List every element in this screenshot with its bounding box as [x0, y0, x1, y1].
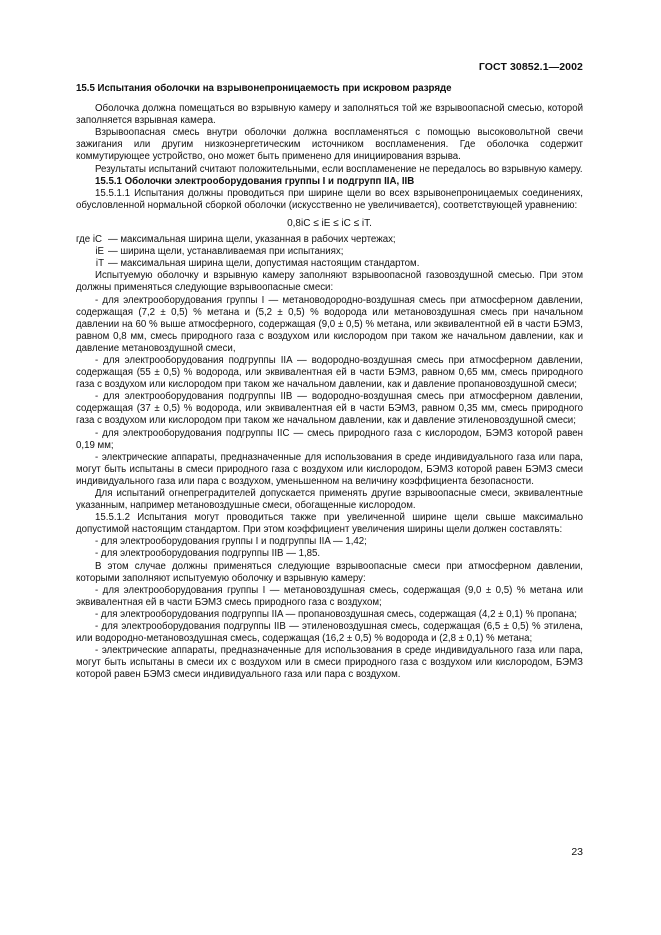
- body-paragraph: - для электрооборудования группы I — метановодородно-воздушная смесь при атмосферном давлении, содержащая (7,2 ± 0,5) % метана и (5,2 ± 0,5) % водорода или метановоздушная смесь при начальном давлении на 60 % выше атмосферного, содержащая (9,0 ± 0,5) % метана, или эквивалентной ей в части БЭМЗ, равном 0,8 мм, смесь природного газа с воздухом или кислородом при таком же начальном давлении, как и давление метановоздушной смеси,: [76, 294, 583, 354]
- body-paragraph: - для электрооборудования группы I и подгруппы IIA — 1,42;: [95, 536, 367, 548]
- body-paragraph: - для электрооборудования подгруппы IIA — пропановоздушная смесь, содержащая (4,2 ± 0,1) % пропана;: [95, 608, 577, 620]
- standard-designation: ГОСТ 30852.1—2002: [478, 61, 583, 73]
- definition-text: — максимальная ширина щели, указанная в рабочих чертежах;: [108, 234, 396, 246]
- body-paragraph: - для электрооборудования подгруппы IIC — смесь природного газа с кислородом, БЭМЗ которой равен 0,19 мм;: [76, 427, 583, 451]
- subsection-title: 15.5.1 Оболочки электрооборудования группы I и подгрупп IIA, IIB: [95, 175, 415, 187]
- body-paragraph: - электрические аппараты, предназначенные для использования в среде индивидуального газа или пара, могут быть испытаны в смеси природного газа с воздухом или кислородом, БЭМЗ которой равен БЭМЗ смеси индивидуального газа или пара с воздухом, уменьшенном на величину коэффициента безопасности.: [76, 451, 583, 487]
- definition-row: [76, 258, 583, 270]
- body-paragraph: - для электрооборудования подгруппы IIB — этиленовоздушная смесь, содержащая (6,5 ± 0,5) % этилена, или водородно-метановоздушная смесь, содержащая (16,2 ± 0,5) % водорода и (2,8 ± 0,1) % метана;: [76, 621, 583, 645]
- paragraph-intro-1: Оболочка должна помещаться во взрывную камеру и заполняться той же взрывоопасной смесью, которой заполняется взрывная камера.: [76, 103, 583, 127]
- body-paragraph: - для электрооборудования подгруппы IIA — водородно-воздушная смесь при атмосферном давлении, содержащая (55 ± 0,5) % водорода, или эквивалентная ей в части БЭМЗ, равном 0,65 мм, смесь природного газа с воздухом или кислородом при таком же начальном давлении, как и давление пропановоздушной смеси;: [76, 354, 583, 391]
- definition-symbol: где iC: [76, 234, 102, 246]
- section-title: 15.5 Испытания оболочки на взрывонепроницаемость при искровом разряде: [76, 83, 452, 94]
- definition-row: [76, 234, 583, 246]
- gap-formula: 0,8iC ≤ iE ≤ iC ≤ iT.: [287, 217, 372, 229]
- body-paragraph: Испытуемую оболочку и взрывную камеру заполняют взрывоопасной газовоздушной смесью. При этом должны применяться следующие взрывоопасные смеси:: [76, 270, 583, 294]
- body-paragraph: - для электрооборудования подгруппы IIB — 1,85.: [95, 548, 321, 560]
- body-paragraph: - для электрооборудования группы I — метановоздушная смесь, содержащая (9,0 ± 0,5) % метана или эквивалентная ей в части БЭМЗ смесь природного газа с воздухом;: [76, 584, 583, 608]
- body-paragraph: В этом случае должны применяться следующие взрывоопасные смеси при атмосферном давлении, которыми заполняют испытуемую оболочку и взрывную камеру:: [76, 560, 583, 584]
- paragraph-15-5-1-1: 15.5.1.1 Испытания должны проводиться при ширине щели во всех взрывонепроницаемых соединениях, обусловленной нормальной сборкой оболочки (искусственно не увеличивается), соответствующей уравнению:: [76, 187, 583, 211]
- body-paragraph: - для электрооборудования подгруппы IIB — водородно-воздушная смесь при атмосферном давлении, содержащая (37 ± 0,5) % водорода, или эквивалентная ей в части БЭМЗ, равном 0,35 мм, смесь природного газа с воздухом или кислородом при таком же начальном давлении, как и давление этиленовоздушной смеси;: [76, 391, 583, 427]
- body-paragraph: - электрические аппараты, предназначенные для использования в среде индивидуального газа или пара, могут быть испытаны в смеси их с воздухом или в смеси природного газа с воздухом или кислородом, БЭМЗ которой равен БЭМЗ смеси индивидуального газа или пара с воздухом.: [76, 645, 583, 681]
- definition-row: [76, 246, 583, 258]
- definition-text: — ширина щели, устанавливаемая при испытаниях;: [108, 246, 344, 258]
- page-number: 23: [571, 846, 583, 858]
- definition-symbol: iE: [95, 246, 104, 258]
- body-paragraph: 15.5.1.2 Испытания могут проводиться также при увеличенной ширине щели свыше максимально допустимой настоящим стандартом. При этом коэффициент увеличения ширины щели должен составлять:: [76, 512, 583, 536]
- body-paragraph: Для испытаний огнепреградителей допускается применять другие взрывоопасные смеси, эквивалентные указанным, например метановоздушные смеси, обогащенные кислородом.: [76, 488, 583, 512]
- paragraph-intro-2: Взрывоопасная смесь внутри оболочки должна воспламеняться с помощью высоковольтной свечи зажигания или другим низкоэнергетическим источником воспламенения. Где оболочка содержит коммутирующее устройство, оно может быть применено для инициирования взрыва.: [76, 127, 583, 163]
- page-content: [76, 80, 583, 682]
- definition-symbol: iT: [95, 258, 104, 270]
- paragraph-intro-3: Результаты испытаний считают положительными, если воспламенение не передалось во взрывную камеру.: [95, 163, 583, 175]
- formula-definitions: [76, 234, 583, 270]
- definition-text: — максимальная ширина щели, допустимая настоящим стандартом.: [108, 258, 420, 270]
